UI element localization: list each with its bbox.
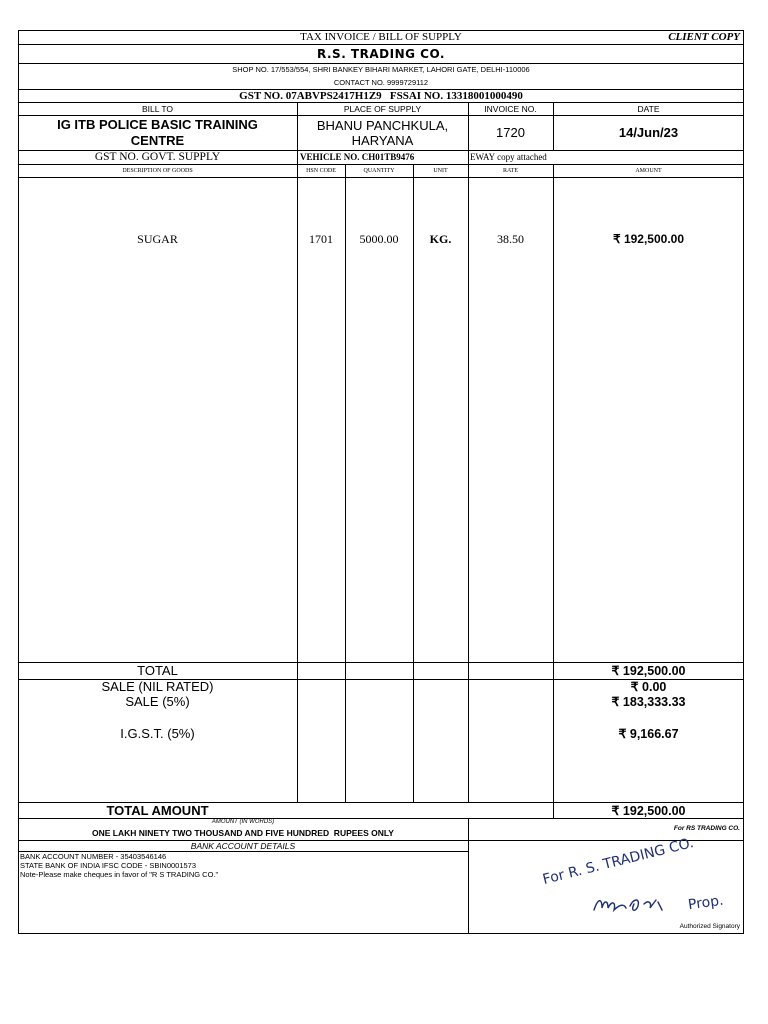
sale5-label: SALE (5%) (125, 694, 190, 709)
doc-title: TAX INVOICE / BILL OF SUPPLY (300, 31, 462, 43)
col-header-rate: RATE (503, 167, 518, 174)
eway-note: EWAY copy attached (470, 152, 547, 162)
col-header-description: DESCRIPTION OF GOODS (122, 167, 193, 174)
igst-label: I.G.S.T. (5%) (120, 725, 195, 741)
igst-value: ₹ 9,166.67 (618, 726, 679, 741)
vehicle-no: VEHICLE NO. CH01TB9476 (300, 152, 415, 162)
place-value: BHANU PANCHKULA, HARYANA (316, 117, 449, 148)
col-header-hsn: HSN CODE (306, 167, 336, 174)
total-amount-value: ₹ 192,500.00 (611, 803, 686, 818)
date-label: DATE (637, 103, 660, 114)
signature-image (590, 888, 670, 918)
sale-nil-label: SALE (NIL RATED) (101, 679, 214, 694)
bill-to-value: IG ITB POLICE BASIC TRAINING CENTRE (57, 116, 258, 148)
company-name: R.S. TRADING CO. (317, 46, 445, 61)
item-unit: KG. (429, 231, 452, 246)
total-label: TOTAL (137, 663, 178, 678)
invoice-value: 1720 (496, 125, 525, 140)
invoice-label: INVOICE NO. (484, 103, 537, 114)
bank-title: BANK ACCOUNT DETAILS (190, 840, 296, 851)
for-company: For RS TRADING CO. (673, 824, 740, 832)
date-value: 14/Jun/23 (618, 125, 679, 140)
bank-note: Note-Please make cheques in favor of "R S TRADING CO." (20, 870, 219, 879)
company-stamp: For R. S. TRADING CO. (541, 835, 696, 888)
gst-fssai: GST NO. 07ABVPS2417H1Z9 FSSAI NO. 13318001000490 (239, 89, 523, 102)
item-hsn: 1701 (309, 231, 333, 246)
amount-in-words: ONE LAKH NINETY TWO THOUSAND AND FIVE HUNDRED RUPEES ONLY (92, 828, 394, 838)
authorized-signatory: Authorized Signatory (679, 923, 740, 930)
sale5-value: ₹ 183,333.33 (611, 695, 686, 709)
bank-account: BANK ACCOUNT NUMBER - 35403546146 (20, 852, 167, 861)
gst-supply: GST NO. GOVT. SUPPLY (94, 151, 221, 163)
sale-nil-value: ₹ 0.00 (630, 680, 667, 694)
col-header-unit: UNIT (433, 167, 448, 174)
col-header-quantity: QUANTITY (363, 167, 395, 174)
company-contact: CONTACT NO. 9999729112 (333, 78, 429, 87)
place-label: PLACE OF SUPPLY (343, 103, 422, 114)
item-amount: ₹ 192,500.00 (612, 232, 685, 246)
copy-label: CLIENT COPY (668, 31, 740, 43)
bank-ifsc: STATE BANK OF INDIA IFSC CODE - SBIN0001573 (20, 861, 197, 870)
item-quantity: 5000.00 (359, 231, 399, 246)
bill-to-label: BILL TO (141, 103, 174, 114)
col-header-amount: AMOUNT (635, 167, 662, 174)
amount-in-words-label: AMOUNT (IN WORDS) (211, 818, 275, 825)
prop-label: Prop. (687, 892, 725, 914)
total-amount-label: TOTAL AMOUNT (106, 802, 209, 818)
company-address: SHOP NO. 17/553/554, SHRI BANKEY BIHARI MARKET, LAHORI GATE, DELHI-110006 (232, 65, 530, 74)
item-rate: 38.50 (497, 231, 524, 246)
item-description: SUGAR (137, 231, 178, 246)
total-value: ₹ 192,500.00 (611, 664, 686, 678)
